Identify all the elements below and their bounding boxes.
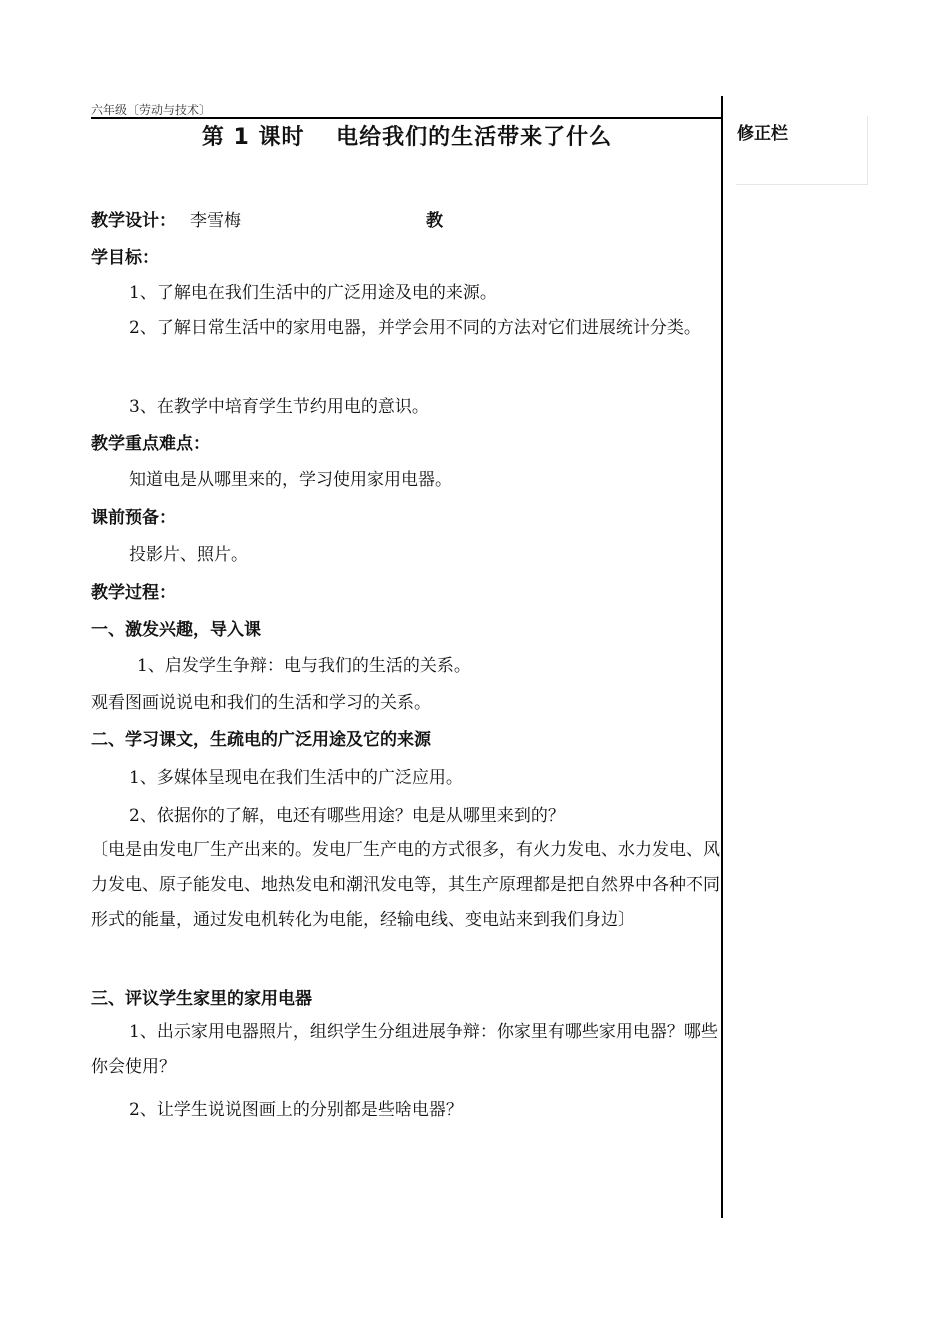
section2-item-2: 2、依据你的了解，电还有哪些用途？电是从哪里来到的？ xyxy=(129,806,565,826)
design-trailing: 教 xyxy=(426,211,443,231)
section1-text: 观看图画说说电和我们的生活和学习的关系。 xyxy=(91,693,431,713)
section2-note: 〔电是由发电厂生产出来的。发电厂生产电的方式很多，有火力发电、水力发电、风力发电、原子能发电、地热发电和潮汛发电等，其生产原理都是把自然界中各种不同形式的能量，通过发电机转化为电能，经输电线、变电站来到我们身边〕 xyxy=(91,840,720,930)
prep-text: 投影片、照片。 xyxy=(129,545,248,565)
design-label: 教学设计： xyxy=(91,211,176,231)
section3-item-1: 1、出示家用电器照片，组织学生分组进展争辩：你家里有哪些家用电器？哪些你会使用？ xyxy=(91,1022,718,1077)
header-rule xyxy=(91,117,723,119)
design-author: 李雪梅 xyxy=(190,211,241,231)
key-points-heading: 教学重点难点： xyxy=(91,434,210,454)
process-heading: 教学过程： xyxy=(91,583,176,603)
section3-item-2: 2、让学生说说图画上的分别都是些啥电器？ xyxy=(129,1100,463,1120)
lesson-title: 第 1 课时 电给我们的生活带来了什么 xyxy=(201,125,613,150)
goal-item-2: 2、了解日常生活中的家用电器，并学会用不同的方法对它们进展统计分类。 xyxy=(129,318,701,338)
goal-item-3: 3、在教学中培育学生节约用电的意识。 xyxy=(129,397,429,417)
prep-heading: 课前预备： xyxy=(91,508,176,528)
section3-heading: 三、评议学生家里的家用电器 xyxy=(91,989,312,1009)
goals-heading: 学目标： xyxy=(91,248,159,268)
section2-heading: 二、学习课文，生疏电的广泛用途及它的来源 xyxy=(91,730,431,750)
section1-heading: 一、激发兴趣，导入课 xyxy=(91,620,261,640)
section1-item-1: 1、启发学生争辩：电与我们的生活的关系。 xyxy=(137,656,471,676)
section2-item-1: 1、多媒体呈现电在我们生活中的广泛应用。 xyxy=(129,768,463,788)
revision-column-title: 修正栏 xyxy=(737,124,788,144)
grade-header: 六年级〔劳动与技术〕 xyxy=(91,103,212,117)
goal-item-1: 1、了解电在我们生活中的广泛用途及电的来源。 xyxy=(129,283,497,303)
key-points-text: 知道电是从哪里来的，学习使用家用电器。 xyxy=(129,470,452,490)
